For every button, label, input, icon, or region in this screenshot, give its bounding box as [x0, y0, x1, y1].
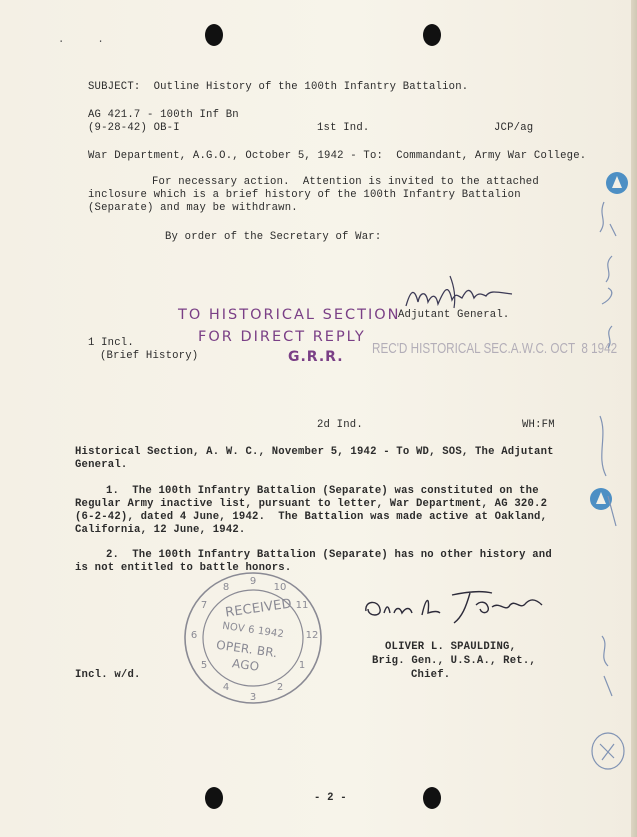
inclosure-1-detail: (Brief History)	[100, 350, 199, 362]
paragraph-1-line-4: California, 12 June, 1942.	[75, 524, 246, 536]
svg-text:7: 7	[200, 600, 208, 611]
punch-hole-top-left	[205, 24, 223, 46]
historical-section-line-1: Historical Section, A. W. C., November 5, 1942 - To WD, SOS, The Adjutant	[75, 446, 554, 458]
svg-text:9: 9	[249, 576, 257, 587]
punch-hole-bottom-left	[205, 787, 223, 809]
signer-rank: Brig. Gen., U.S.A., Ret.,	[372, 655, 536, 667]
first-indorsement-initials: JCP/ag	[494, 122, 534, 134]
second-indorsement-initials: WH:FM	[522, 419, 555, 431]
subject-line: SUBJECT: Outline History of the 100th Infantry Battalion.	[88, 81, 469, 93]
received-round-stamp	[180, 568, 326, 708]
first-indorsement-label: 1st Ind.	[317, 122, 370, 134]
received-stamp-date: NOV 6 1942	[221, 620, 285, 641]
first-ind-body-line-2: inclosure which is a brief history of the 100th Infantry Battalion	[88, 189, 521, 201]
svg-text:11: 11	[295, 600, 309, 611]
first-ind-body-line-1: For necessary action. Attention is invited to the attached	[152, 176, 539, 188]
adjutant-general-title: Adjutant General.	[398, 309, 510, 321]
spaulding-signature	[360, 583, 550, 631]
svg-text:8: 8	[222, 582, 230, 593]
paragraph-1-line-2: Regular Army inactive list, pursuant to letter, War Department, AG 320.2	[75, 498, 548, 510]
paragraph-1-line-1: 1. The 100th Infantry Battalion (Separate) was constituted on the	[106, 485, 539, 497]
received-stamp-word: RECEIVED	[224, 596, 293, 621]
paragraph-1-line-3: (6-2-42), dated 4 June, 1942. The Battalion was made active at Oakland,	[75, 511, 548, 523]
historical-section-stamp-line-1: TO HISTORICAL SECTION	[178, 307, 401, 323]
paragraph-2-line-1: 2. The 100th Infantry Battalion (Separate) has no other history and	[106, 549, 552, 561]
margin-pencil-notes	[588, 196, 630, 776]
svg-text:5: 5	[200, 660, 208, 671]
first-ind-body-line-3: (Separate) and may be withdrawn.	[88, 202, 298, 214]
punch-hole-top-right	[423, 24, 441, 46]
received-historical-stamp: REC'D HISTORICAL SEC.A.W.C. OCT 8 1942	[372, 340, 618, 357]
svg-text:2: 2	[276, 682, 284, 693]
svg-text:6: 6	[190, 630, 198, 641]
paragraph-2-line-2: is not entitled to battle honors.	[75, 562, 292, 574]
historical-section-line-2: General.	[75, 459, 128, 471]
reference-line-1: AG 421.7 - 100th Inf Bn	[88, 109, 239, 121]
svg-text:10: 10	[273, 582, 287, 593]
svg-text:1: 1	[298, 660, 306, 671]
received-stamp-dept-1: OPER. BR.	[215, 637, 279, 661]
by-order-line: By order of the Secretary of War:	[165, 231, 382, 243]
page-edge	[631, 0, 637, 837]
top-left-marks: . .	[58, 34, 104, 46]
historical-section-stamp-line-2: FOR DIRECT REPLY	[198, 329, 366, 345]
second-indorsement-label: 2d Ind.	[317, 419, 363, 431]
archive-marker-icon	[606, 172, 628, 194]
svg-text:4: 4	[222, 682, 230, 693]
reference-line-2: (9-28-42) OB-I	[88, 122, 180, 134]
received-stamp-dept-2: AGO	[231, 656, 261, 674]
svg-text:3: 3	[249, 692, 257, 703]
signer-name: OLIVER L. SPAULDING,	[385, 641, 517, 653]
page-number: - 2 -	[314, 792, 347, 804]
inclosure-1-label: 1 Incl.	[88, 337, 134, 349]
punch-hole-bottom-right	[423, 787, 441, 809]
svg-text:12: 12	[305, 630, 319, 641]
grr-stamp: G.R.R.	[288, 349, 344, 365]
signer-title: Chief.	[411, 669, 451, 681]
inclosure-withdrawn: Incl. w/d.	[75, 669, 141, 681]
war-department-line: War Department, A.G.O., October 5, 1942 - To: Commandant, Army War College.	[88, 150, 587, 162]
